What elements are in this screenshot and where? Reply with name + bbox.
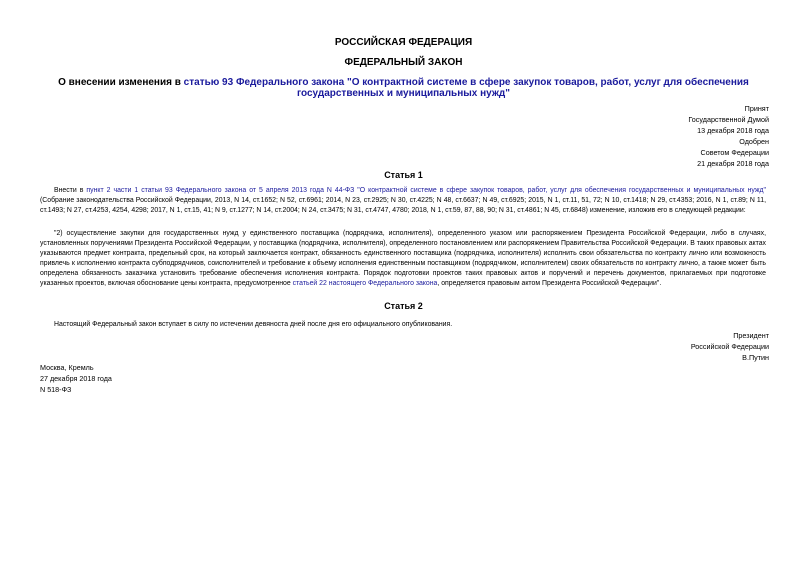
law-title-link[interactable]: статью 93 Федерального закона "О контрактной системе в сфере закупок товаров, работ, услуг для обеспечения государственных и муниципальных нужд"	[183, 77, 749, 99]
adoption-line: Принят	[744, 104, 769, 113]
adoption-line: 21 декабря 2018 года	[697, 159, 769, 168]
law-title	[30, 77, 777, 99]
signature-block	[691, 330, 769, 363]
paragraph-text: , определяется правовым актом Президента Российской Федерации".	[437, 280, 662, 287]
place-line: Москва, Кремль	[40, 363, 94, 372]
law-reference-link[interactable]: пункт 2 части 1 статьи 93 Федерального закона от 5 апреля 2013 года N 44-ФЗ "О контрактной системе в сфере закупок товаров, работ, услуг для обеспечения государственных и муниципальных нужд"	[86, 187, 766, 194]
date-line: 27 декабря 2018 года	[40, 374, 112, 383]
article-1-paragraph-2	[40, 229, 766, 289]
article-1-heading: Статья 1	[384, 170, 423, 180]
paragraph-text: (Собрание законодательства Российской Федерации, 2013, N 14, ст.1652; N 52, ст.6961; 2014, N 23, ст.2925; N 30, ст.4225; N 48, ст.6637; N 49, ст.6925; 2015, N 1, ст.11, 51, 72; N 10, ст.1418; N 29, ст.4353; 2016, N 1, ст.89; N 11, ст.1493; N 27, ст.4253, 4254, 4298; 2017, N 1, ст.15, 41; N 9, ст.1277; N 14, ст.2004; N 24, ст.3475; N 31, ст.4747, 4780; 2018, N 1, ст.59, 87, 88, 90; N 31, ст.4861; N 45, ст.6848) изменение, изложив его в следующей редакции:	[40, 197, 766, 214]
adoption-line: Одобрен	[739, 137, 769, 146]
place-date-block	[40, 362, 112, 395]
article-1-paragraph-1	[40, 186, 766, 216]
signature-line: Президент	[733, 331, 769, 340]
article-22-link[interactable]: статьей 22 настоящего Федерального закона	[292, 280, 438, 287]
article-2-heading: Статья 2	[384, 301, 423, 311]
article-2-paragraph	[40, 320, 766, 330]
adoption-block	[688, 103, 769, 169]
country-heading: РОССИЙСКАЯ ФЕДЕРАЦИЯ	[334, 37, 473, 48]
adoption-line: 13 декабря 2018 года	[697, 126, 769, 135]
signature-line: Российской Федерации	[690, 342, 769, 351]
law-type-heading: ФЕДЕРАЛЬНЫЙ ЗАКОН	[344, 57, 463, 68]
adoption-line: Советом Федерации	[700, 148, 769, 157]
paragraph-text: Настоящий Федеральный закон вступает в силу по истечении девяноста дней после дня его официального опубликования.	[54, 321, 453, 328]
signature-line: В.Путин	[742, 353, 769, 362]
law-title-prefix: О внесении изменения в	[58, 77, 184, 88]
law-number-line: N 518-ФЗ	[40, 385, 72, 394]
adoption-line: Государственной Думой	[688, 115, 769, 124]
paragraph-text: "2) осуществление закупки для государственных нужд у единственного поставщика (подрядчика, исполнителя), определенного указом или распоряжением Президента Российской Федерации, либо в случаях, установленных поручениями Президента Российской Федерации, у поставщика (подрядчика, исполнителя), определенного постановлением или распоряжением Правительства Российской Федерации. В таких правовых актах указываются предмет контракта, предельный срок, на который заключается контракт, обязанность единственного поставщика (подрядчика, исполнителя) исполнить свои обязательства по контракту лично или возможность привлечь к исполнению контракта субподрядчиков, соисполнителей и требование к объему исполнения единственным поставщиком (подрядчиком, исполнителем) своих обязательств по контракту лично, а также может быть определена обязанность заказчика установить требование обеспечения исполнения контракта. Порядок подготовки проектов таких правовых актов и поручений и перечень документов, прилагаемых при подготовке указанных проектов, включая обоснование цены контракта, предусмотренное	[40, 230, 766, 287]
paragraph-text: Внести в	[54, 187, 87, 194]
